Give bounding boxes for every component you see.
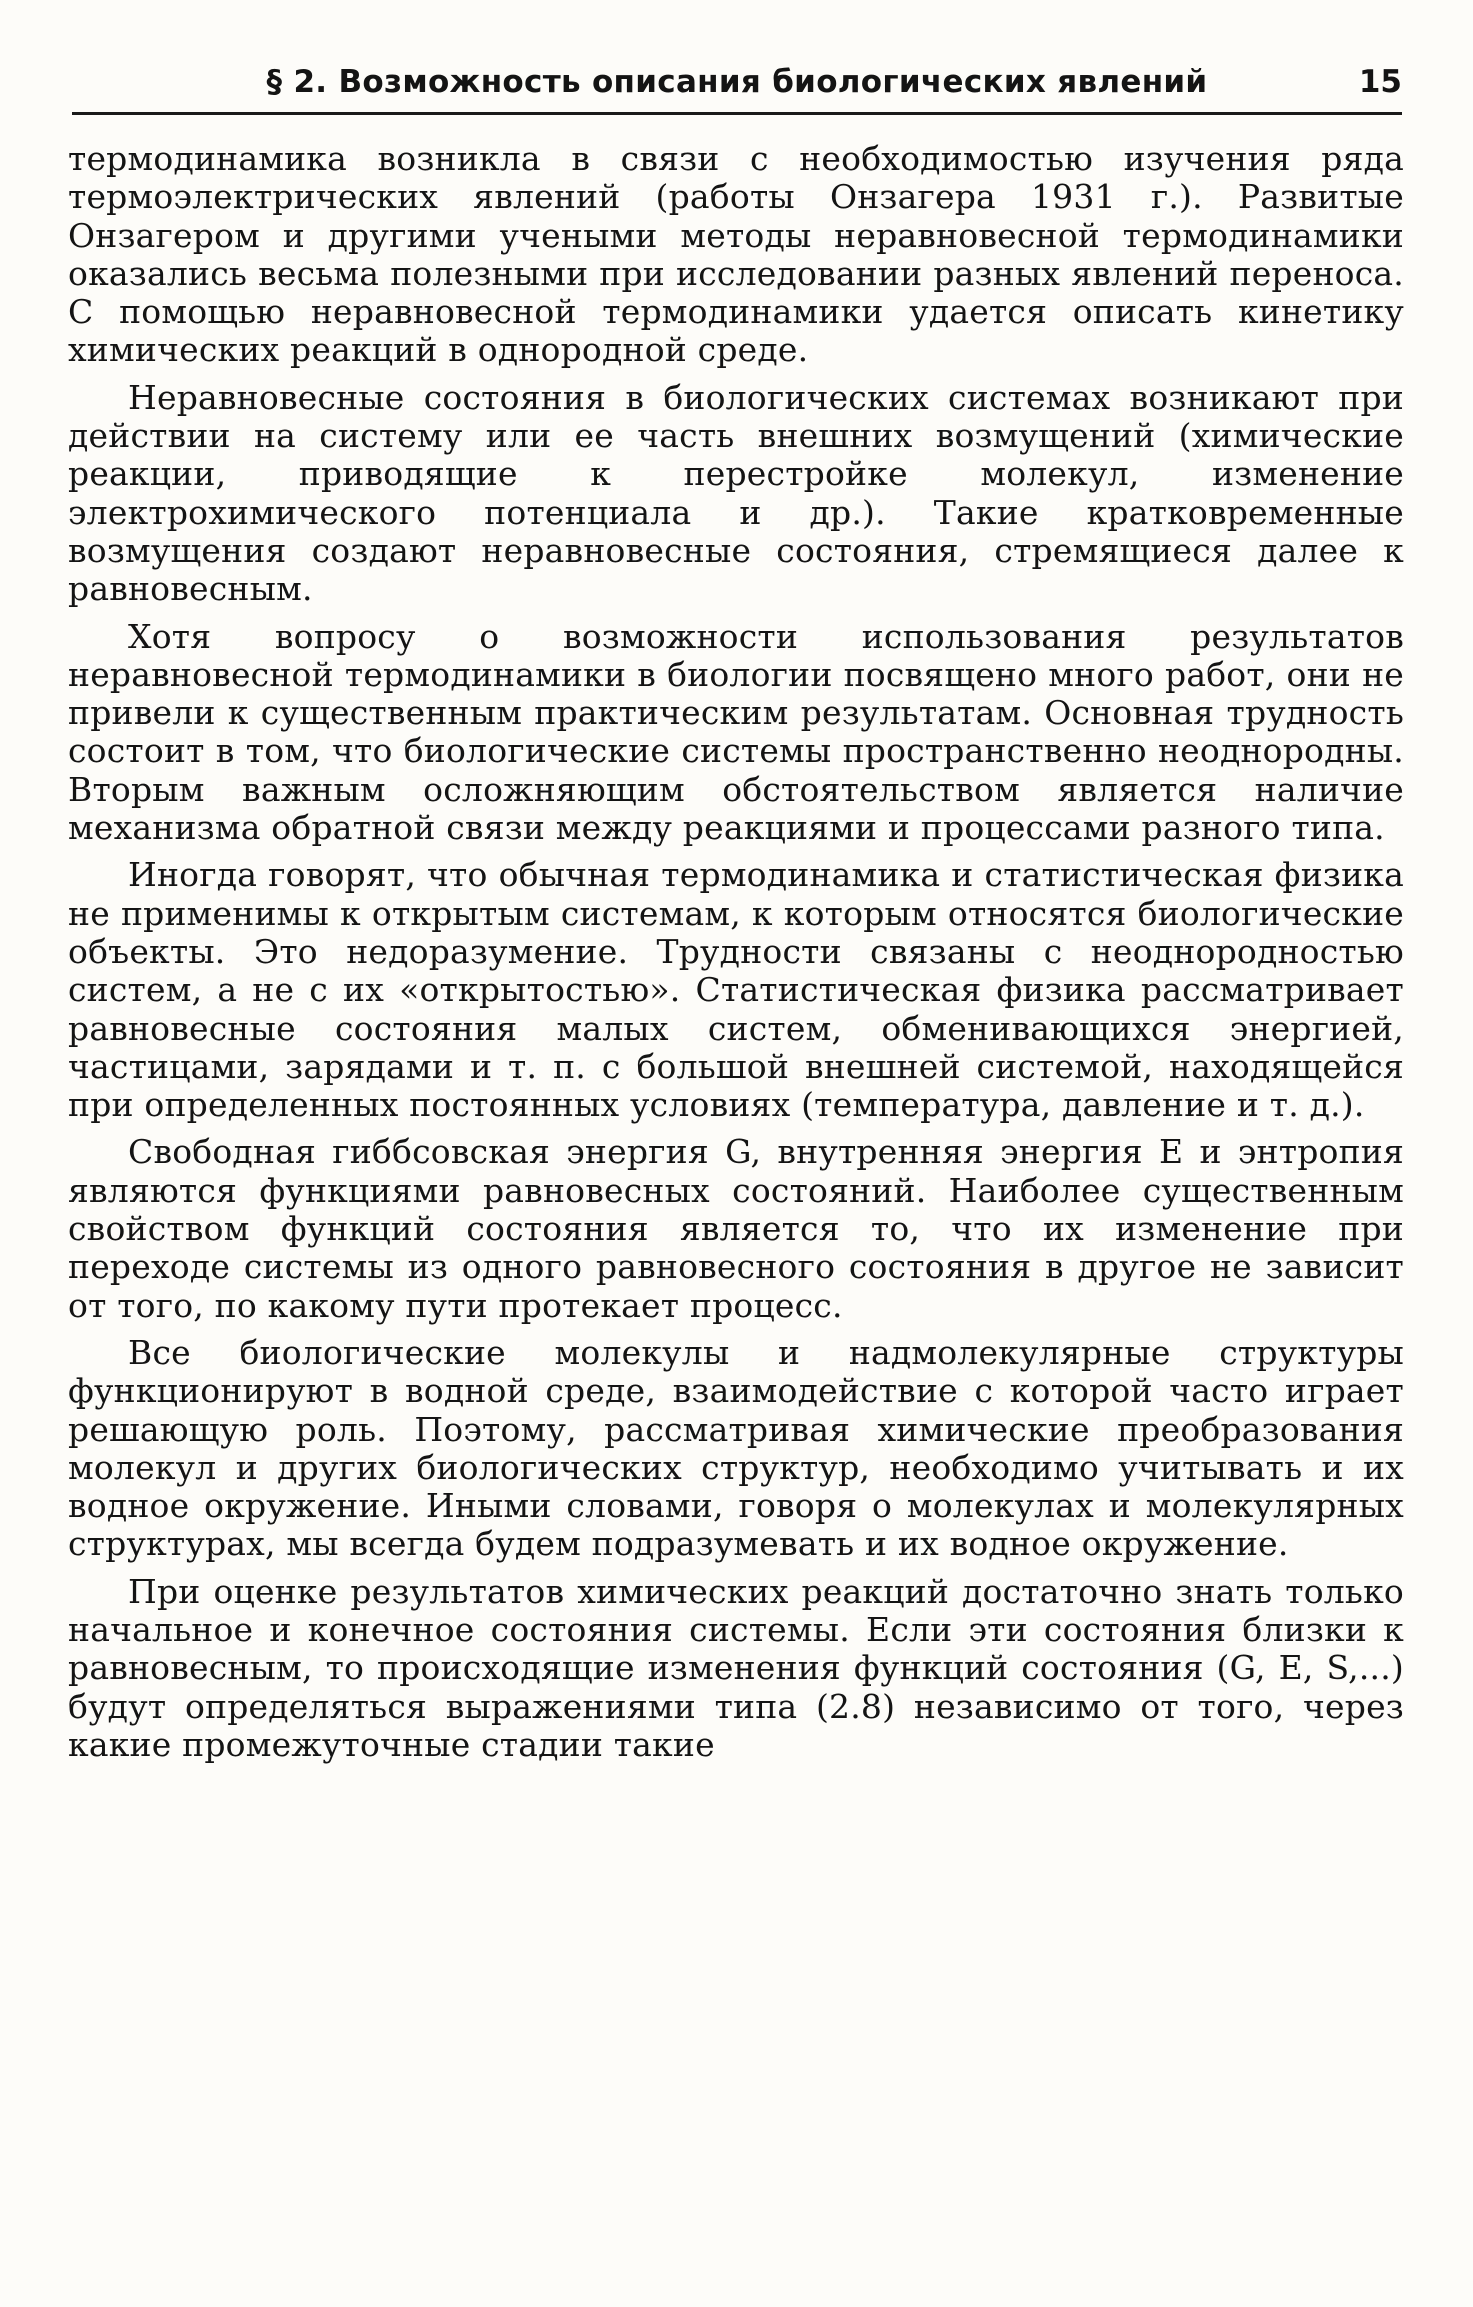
body-text: [68, 140, 1404, 2280]
paragraph: При оценке результатов химических реакций достаточно знать только начальное и конечное состояния системы. Если эти состояния близки к равновесным, то происходящие изменения функций состояния (G, E, S,...) будут определяться выражениями типа (2.8) независимо от того, через какие промежуточные стадии такие: [68, 1571, 1404, 1764]
paragraph: Хотя вопросу о возможности использования результатов неравновесной термодинамики в биологии посвящено много работ, они не привели к существенным практическим результатам. Основная трудность состоит в том, что биологические системы пространственно неоднородны. Вторым важным осложняющим обстоятельством является наличие механизма обратной связи между реакциями и процессами разного типа.: [68, 616, 1404, 848]
paragraph: Свободная гиббсовская энергия G, внутренняя энергия E и энтропия являются функциями равновесных состояний. Наиболее существенным свойством функций состояния является то, что их изменение при переходе системы из одного равновесного состояния в другое не зависит от того, по какому пути протекает процесс.: [68, 1132, 1404, 1325]
paragraph: Неравновесные состояния в биологических системах возникают при действии на систему или ее часть внешних возмущений (химические реакции, приводящие к перестройке молекул, изменение электрохимического потенциала и др.). Такие кратковременные возмущения создают неравновесные состояния, стремящиеся далее к равновесным.: [68, 377, 1404, 609]
header-rule: [72, 112, 1402, 115]
paragraph: Все биологические молекулы и надмолекулярные структуры функционируют в водной среде, взаимодействие с которой часто играет решающую роль. Поэтому, рассматривая химические преобразования молекул и других биологических структур, необходимо учитывать и их водное окружение. Иными словами, говоря о молекулах и молекулярных структурах, мы всегда будем подразумевать и их водное окружение.: [68, 1332, 1404, 1564]
page-number: 15: [1358, 64, 1402, 100]
running-title: § 2. Возможность описания биологических явлений: [266, 64, 1208, 100]
running-head: [72, 60, 1402, 116]
paragraph-continuation: термодинамика возникла в связи с необходимостью изучения ряда термоэлектрических явлений (работы Онзагера 1931 г.). Развитые Онзагером и другими учеными методы неравновесной термодинамики оказались весьма полезными при исследовании разных явлений переноса. С помощью неравновесной термодинамики удается описать кинетику химических реакций в однородной среде.: [68, 139, 1404, 370]
paragraph: Иногда говорят, что обычная термодинамика и статистическая физика не применимы к открытым системам, к которым относятся биологические объекты. Это недоразумение. Трудности связаны с неоднородностью систем, а не с их «открытостью». Статистическая физика рассматривает равновесные состояния малых систем, обменивающихся энергией, частицами, зарядами и т. п. с большой внешней системой, находящейся при определенных постоянных условиях (температура, давление и т. д.).: [68, 855, 1404, 1125]
